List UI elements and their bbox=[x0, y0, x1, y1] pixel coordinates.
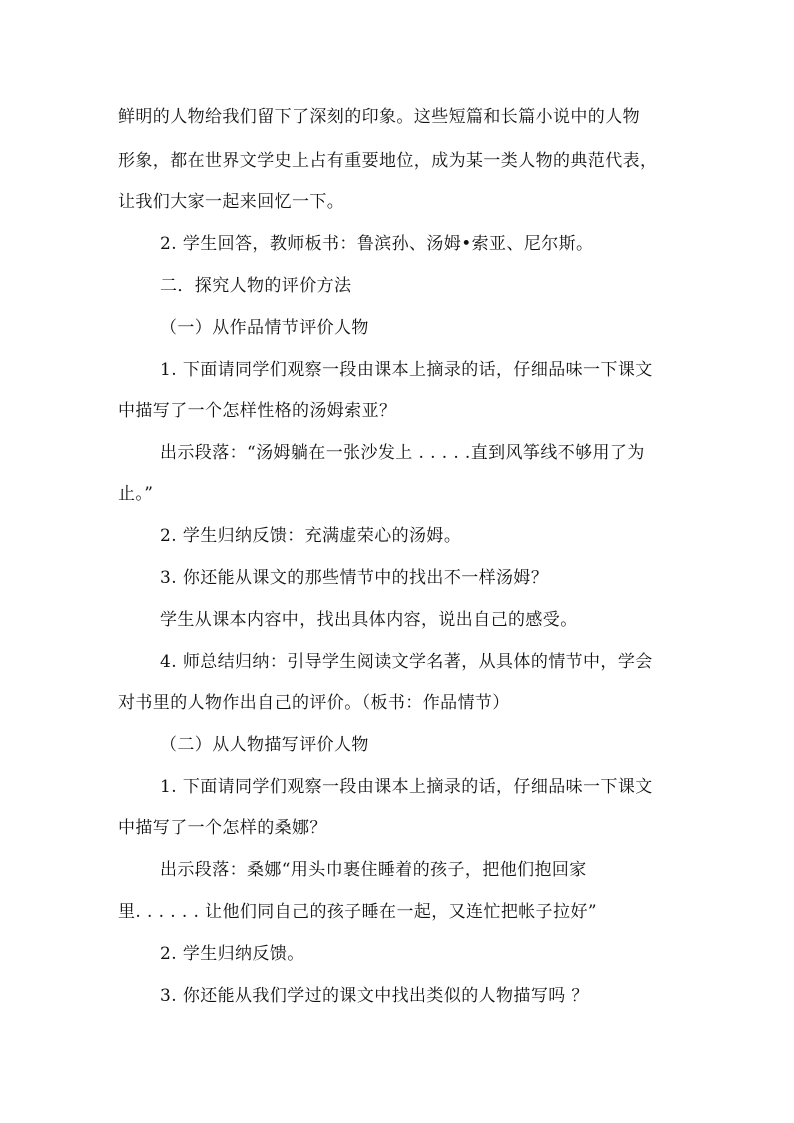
subsection-heading: （一）从作品情节评价人物 bbox=[160, 318, 369, 338]
paragraph-line: 中描写了一个怎样性格的汤姆索亚？ bbox=[118, 401, 397, 421]
paragraph-line: 2. 学生归纳反馈：充满虚荣心的汤姆。 bbox=[160, 526, 462, 546]
paragraph-line: 1. 下面请同学们观察一段由课本上摘录的话，仔细品味一下课文 bbox=[160, 777, 653, 797]
paragraph-line: 出示段落：“汤姆躺在一张沙发上 . . . . .直到风筝线不够用了为 bbox=[160, 443, 645, 463]
paragraph-line: 2. 学生归纳反馈。 bbox=[160, 944, 305, 964]
paragraph-line: 形象，都在世界文学史上占有重要地位，成为某一类人物的典范代表， bbox=[118, 151, 658, 171]
paragraph-line: 鲜明的人物给我们留下了深刻的印象。这些短篇和长篇小说中的人物 bbox=[118, 107, 640, 127]
paragraph-line: 3. 你还能从我们学过的课文中找出类似的人物描写吗 ？ bbox=[160, 986, 589, 1006]
paragraph-line: 止。” bbox=[118, 484, 154, 504]
paragraph-line: 出示段落：桑娜“用头巾裹住睡着的孩子，把他们抱回家 bbox=[160, 860, 587, 880]
paragraph-line: 学生从课本内容中，找出具体内容，说出自己的感受。 bbox=[160, 610, 578, 630]
paragraph-line: 3. 你还能从课文的那些情节中的找出不一样汤姆？ bbox=[160, 568, 549, 588]
paragraph-line: 中描写了一个怎样的桑娜？ bbox=[118, 818, 327, 838]
subsection-heading: （二）从人物描写评价人物 bbox=[160, 735, 369, 755]
paragraph-line: 4. 师总结归纳：引导学生阅读文学名著，从具体的情节中，学会 bbox=[160, 652, 653, 672]
section-heading: 二．探究人物的评价方法 bbox=[160, 276, 352, 296]
paragraph-line: 让我们大家一起来回忆一下。 bbox=[118, 192, 345, 212]
paragraph-line: 对书里的人物作出自己的评价。（板书：作品情节） bbox=[118, 693, 510, 713]
paragraph-line: 2. 学生回答，教师板书：鲁滨孙、汤姆•索亚、尼尔斯。 bbox=[160, 234, 594, 254]
paragraph-line: 里. . . . . . 让他们同自己的孩子睡在一起，又连忙把帐子拉好” bbox=[118, 902, 597, 922]
paragraph-line: 1. 下面请同学们观察一段由课本上摘录的话，仔细品味一下课文 bbox=[160, 360, 653, 380]
